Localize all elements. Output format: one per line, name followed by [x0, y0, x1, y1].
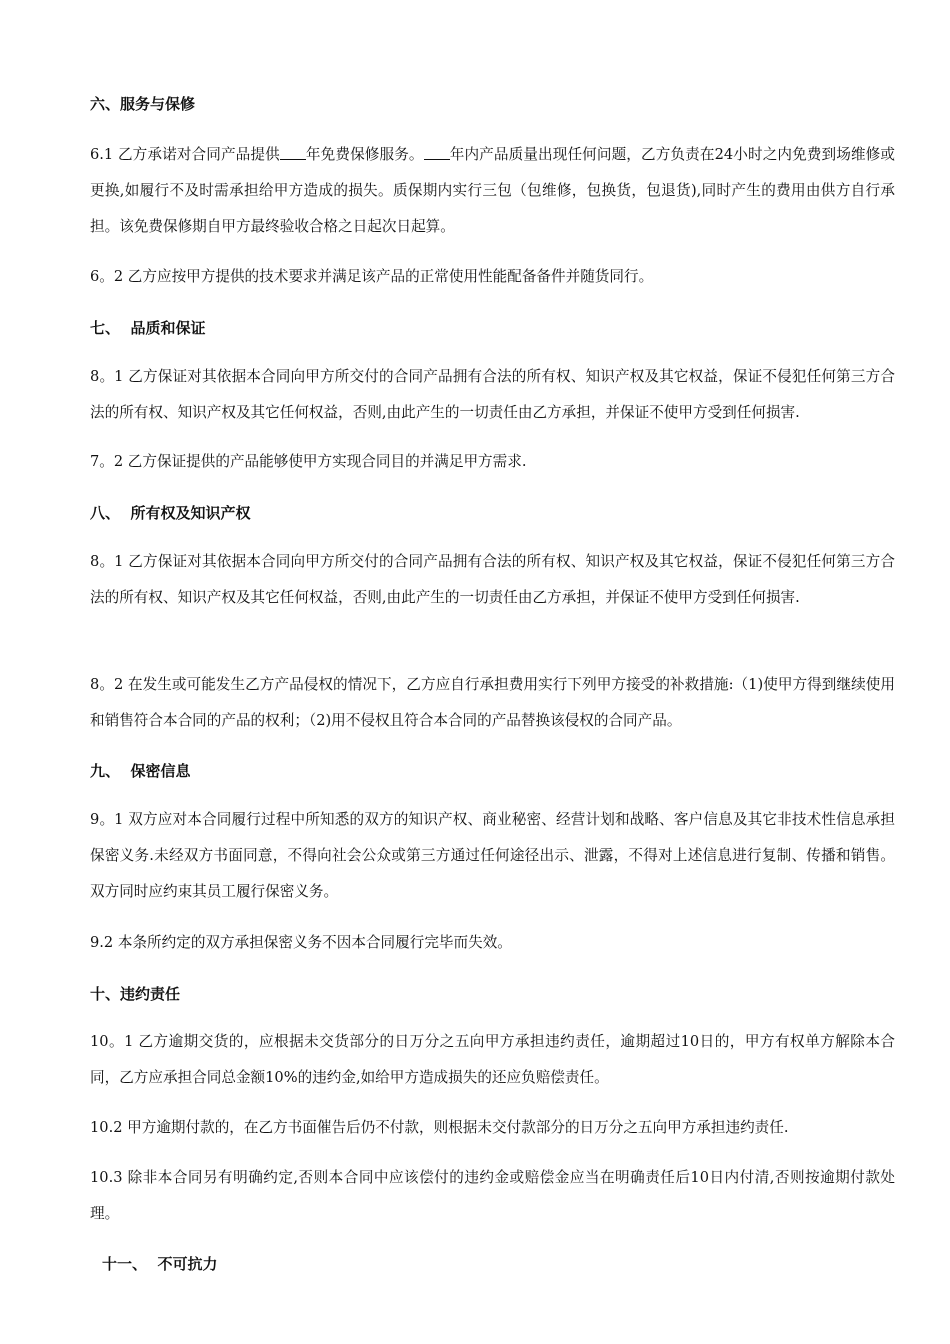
paragraph-9-2: 9.2 本条所约定的双方承担保密义务不因本合同履行完毕而失效。: [90, 934, 512, 951]
section-heading-ownership-ip: 八、 所有权及知识产权: [90, 504, 251, 522]
paragraph-6-1-text-a: 6.1 乙方承诺对合同产品提供: [90, 146, 280, 163]
paragraph-9-1: 9。1 双方应对本合同履行过程中所知悉的双方的知识产权、商业秘密、经营计划和战略、客户信息及其它非技术性信息承担保密义务.未经双方书面同意，不得向社会公众或第三方通过任何途径出示、泄露，不得对上述信息进行复制、传播和销售。双方同时应约束其员工履行保密义务。: [90, 811, 895, 900]
paragraph-8-2: 8。2 在发生或可能发生乙方产品侵权的情况下，乙方应自行承担费用实行下列甲方接受的补救措施:（1)使甲方得到继续使用和销售符合本合同的产品的权利；（2)用不侵权且符合本合同的产品替换该侵权的合同产品。: [90, 676, 895, 729]
paragraph-10-2: 10.2 甲方逾期付款的，在乙方书面催告后仍不付款，则根据未交付款部分的日万分之五向甲方承担违约责任.: [90, 1119, 789, 1136]
blank-line-years: [424, 145, 450, 160]
paragraph-6-2: 6。2 乙方应按甲方提供的技术要求并满足该产品的正常使用性能配备备件并随货同行。: [90, 268, 654, 285]
section-heading-service-warranty: 六、服务与保修: [90, 95, 196, 113]
paragraph-8-1: 8。1 乙方保证对其依据本合同向甲方所交付的合同产品拥有合法的所有权、知识产权及其它权益，保证不侵犯任何第三方合法的所有权、知识产权及其它任何权益，否则,由此产生的一切责任由乙方承担，并保证不使甲方受到任何损害.: [90, 553, 895, 606]
section-heading-quality-guarantee: 七、 品质和保证: [90, 319, 206, 337]
paragraph-6-1: [90, 137, 895, 245]
section-heading-force-majeure: 十一、 不可抗力: [102, 1255, 218, 1273]
paragraph-10-3: 10.3 除非本合同另有明确约定,否则本合同中应该偿付的违约金或赔偿金应当在明确责任后10日内付清,否则按逾期付款处理。: [90, 1169, 895, 1222]
paragraph-6-1-text-b: 年免费保修服务。: [305, 146, 424, 163]
section-heading-liability: 十、违约责任: [90, 985, 181, 1003]
paragraph-6-1-text-c: 年内产品质量出现任何问题，乙方负责在24小时之内免费到场维修或更换,如履行不及时需承担给甲方造成的损失。质保期内实行三包（包维修，包换货，包退货),同时产生的费用由供方自行承担。该免费保修期自甲方最终验收合格之日起次日起算。: [90, 146, 895, 235]
section-heading-confidentiality: 九、 保密信息: [90, 762, 191, 780]
paragraph-7-2: 7。2 乙方保证提供的产品能够使甲方实现合同目的并满足甲方需求.: [90, 453, 527, 470]
blank-line-years: [280, 145, 306, 160]
paragraph-7-1: 8。1 乙方保证对其依据本合同向甲方所交付的合同产品拥有合法的所有权、知识产权及其它权益，保证不侵犯任何第三方合法的所有权、知识产权及其它任何权益，否则,由此产生的一切责任由乙方承担，并保证不使甲方受到任何损害.: [90, 368, 895, 421]
paragraph-10-1: 10。1 乙方逾期交货的，应根据未交货部分的日万分之五向甲方承担违约责任，逾期超过10日的，甲方有权单方解除本合同，乙方应承担合同总金额10%的违约金,如给甲方造成损失的还应负赔偿责任。: [90, 1033, 895, 1086]
